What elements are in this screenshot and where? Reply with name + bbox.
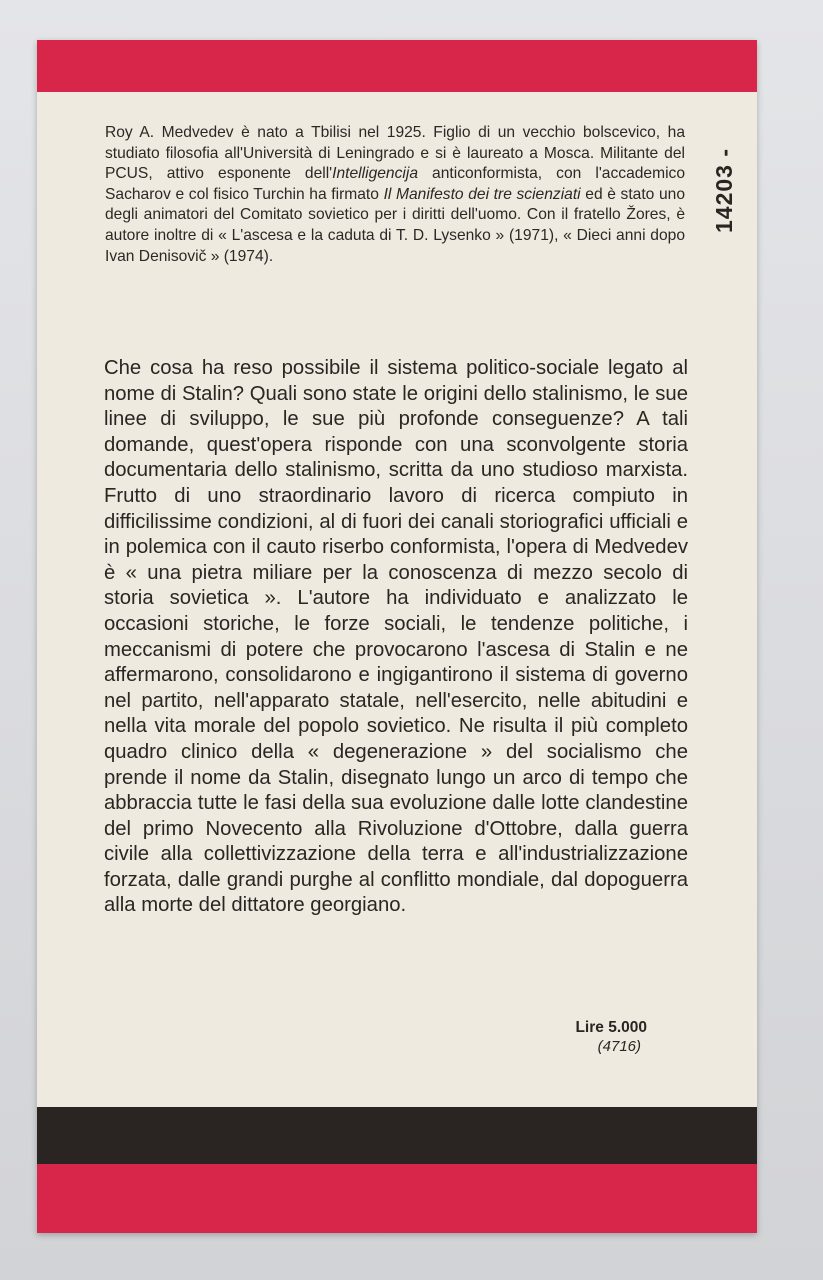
catalog-code-text: 14203 - (710, 147, 737, 234)
book-back-cover (37, 40, 757, 1233)
author-bio-text-2: anticonformista, con l'accademico Sacharov e col fisico Turchin ha firmato (105, 165, 686, 203)
author-bio-italic-1: Intelligencija (332, 165, 418, 183)
catalog-code-vertical (709, 133, 739, 248)
catalog-number: (4716) (597, 1038, 641, 1055)
author-bio (105, 123, 685, 267)
black-band (37, 1107, 757, 1164)
book-blurb: Che cosa ha reso possibile il sistema politico-sociale legato al nome di Stalin? Quali sono state le origini dello stalinismo, le sue linee di sviluppo, le sue più profonde conseguenze? A tali domande, quest'opera risponde con una sconvolgente storia documentaria dello stalinismo, scritta da uno studioso marxista. Frutto di uno straordinario lavoro di ricerca compiuto in difficilissime condizioni, al di fuori dei canali storiografici ufficiali e in polemica con il cauto riserbo conformista, l'opera di Medvedev è « una pietra miliare per la conoscenza di mezzo secolo di storia sovietica ». L'autore ha individuato e analizzato le occasioni storiche, le forze sociali, le tendenze politiche, i meccanismi di potere che provocarono l'ascesa di Stalin e ne affermarono, consolidarono e ingigantirono il sistema di governo nel partito, nell'apparato statale, nell'esercito, nelle abitudini e nella vita morale del popolo sovietico. Ne risulta il più completo quadro clinico della « degenerazione » del socialismo che prende il nome da Stalin, disegnato lungo un arco di tempo che abbraccia tutte le fasi della sua evoluzione dalle lotte clandestine del primo Novecento alla Rivoluzione d'Ottobre, dalla guerra civile alla collettivizzazione della terra e all'industrializzazione forzata, dalle grandi purghe al conflitto mondiale, dal dopoguerra alla morte del dittatore georgiano. (104, 357, 688, 917)
author-bio-italic-2: Il Manifesto dei tre scienziati (383, 185, 581, 203)
top-red-band (37, 40, 757, 92)
price: Lire 5.000 (575, 1019, 647, 1036)
author-bio-text-1: Roy A. Medvedev è nato a Tbilisi nel 1925. Figlio di un vecchio bolscevico, ha studiato filosofia all'Università di Leningrado e si è laureato a Mosca. Militante del PCUS, attivo esponente dell' (105, 124, 685, 183)
author-bio-text-3: ed è stato uno degli animatori del Comitato sovietico per i diritti dell'uomo. Con il fratello Žores, è autore inoltre di « L'ascesa e la caduta di T. D. Lysenko » (1971), « Dieci anni dopo Ivan Denisovič » (1974). (105, 185, 686, 265)
bottom-red-band (37, 1164, 757, 1233)
